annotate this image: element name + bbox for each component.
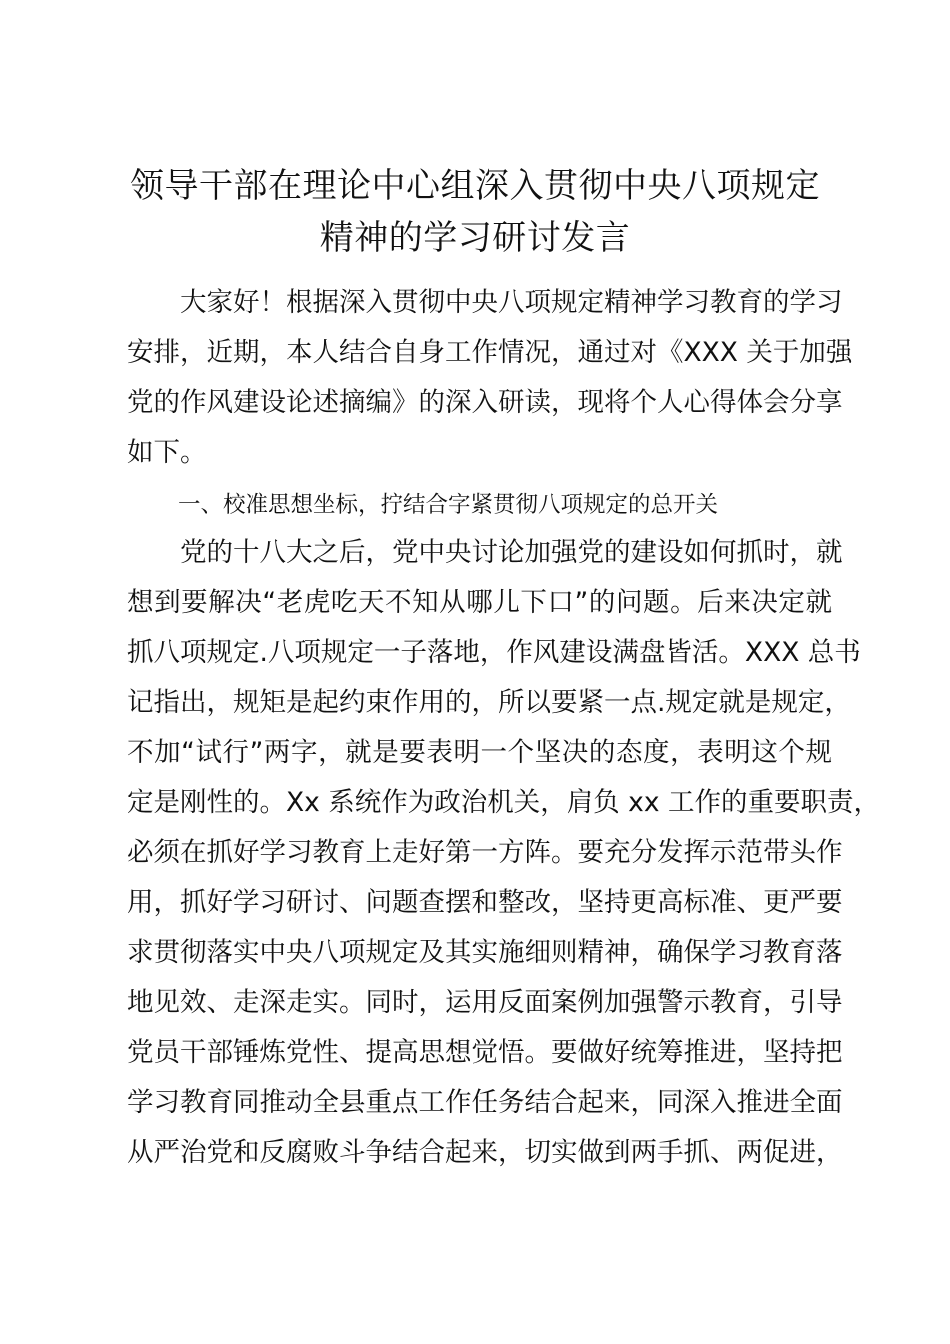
body-line: 党的十八大之后，党中央讨论加强党的建设如何抓时，就 (127, 537, 843, 568)
section-heading: 一、校准思想坐标，拧结合字紧贯彻八项规定的总开关 (178, 492, 719, 518)
body-line: 记指出，规矩是起约束作用的，所以要紧一点.规定就是规定， (127, 687, 851, 718)
document-title-line-1: 领导干部在理论中心组深入贯彻中央八项规定 (130, 166, 820, 206)
intro-line: 大家好！根据深入贯彻中央八项规定精神学习教育的学习 (127, 287, 843, 318)
body-line: 党员干部锤炼党性、提高思想觉悟。要做好统筹推进，坚持把 (127, 1037, 843, 1068)
body-line: 学习教育同推动全县重点工作任务结合起来，同深入推进全面 (127, 1087, 843, 1118)
body-line: 不加“试行”两字，就是要表明一个坚决的态度，表明这个规 (127, 737, 832, 768)
intro-line: 安排，近期，本人结合自身工作情况，通过对《XXX 关于加强 (127, 337, 853, 368)
body-line: 从严治党和反腐败斗争结合起来，切实做到两手抓、两促进， (127, 1137, 843, 1168)
body-line: 求贯彻落实中央八项规定及其实施细则精神，确保学习教育落 (127, 937, 843, 968)
intro-line: 如下。 (127, 437, 207, 468)
document-title-line-2: 精神的学习研讨发言 (319, 218, 631, 258)
body-line: 想到要解决“老虎吃天不知从哪儿下口”的问题。后来决定就 (127, 587, 832, 618)
body-line: 定是刚性的。Xx 系统作为政治机关，肩负 xx 工作的重要职责， (127, 787, 880, 818)
body-line: 必须在抓好学习教育上走好第一方阵。要充分发挥示范带头作 (127, 837, 843, 868)
body-line: 抓八项规定.八项规定一子落地，作风建设满盘皆活。XXX 总书 (127, 637, 861, 668)
body-line: 用，抓好学习研讨、问题查摆和整改，坚持更高标准、更严要 (127, 887, 843, 918)
body-line: 地见效、走深走实。同时，运用反面案例加强警示教育，引导 (127, 987, 843, 1018)
intro-line: 党的作风建设论述摘编》的深入研读，现将个人心得体会分享 (127, 387, 843, 418)
